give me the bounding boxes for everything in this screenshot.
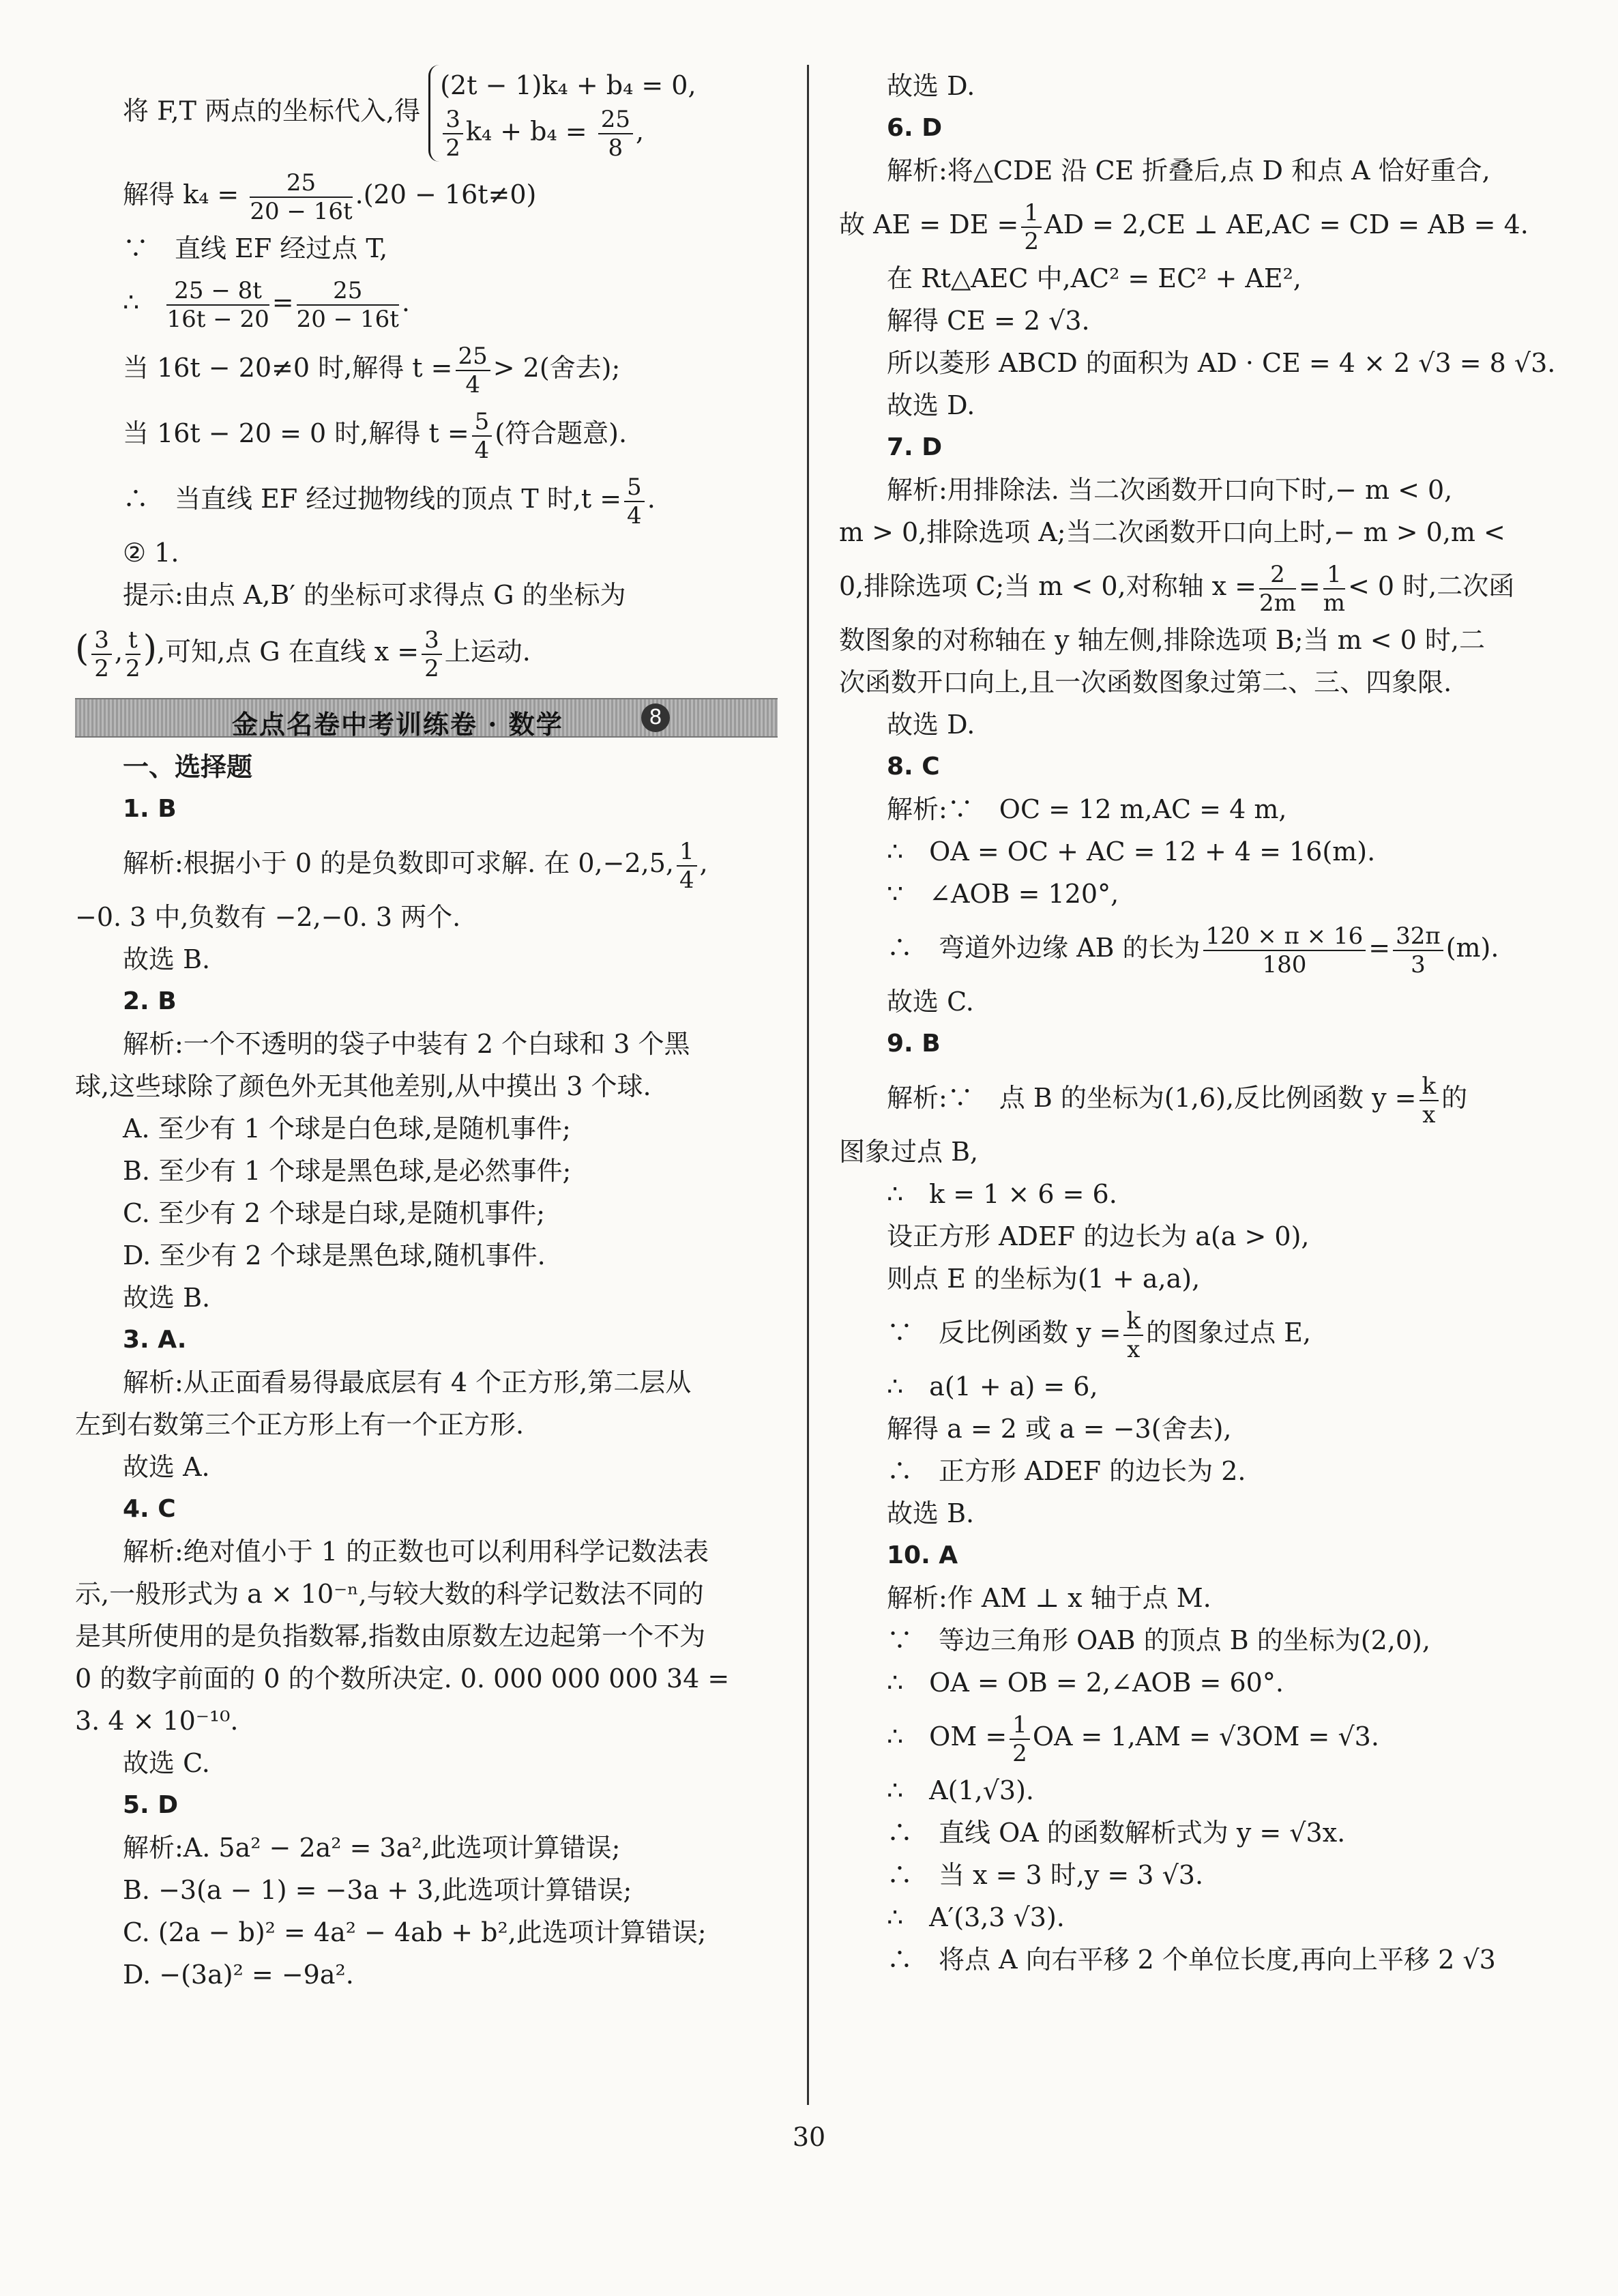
q10-line: ∴ OA = OB = 2,∠AOB = 60°. (887, 1668, 1284, 1698)
conclusion: ∴ 当直线 EF 经过抛物线的顶点 T 时,t = $\frac{5}{4}$ . (123, 473, 656, 529)
q4-line: 解析:绝对值小于 1 的正数也可以利用科学记数法表 (123, 1537, 709, 1567)
q7-line: 解析:用排除法. 当二次函数开口向下时,− m < 0, (887, 475, 1453, 505)
answer-6: 6. D (887, 114, 943, 142)
q10-line: ∴ 当 x = 3 时,y = 3 √3. (887, 1860, 1204, 1890)
q1-analysis: 解析:根据小于 0 的是负数即可求解. 在 0,−2,5, $\frac{1}{4}$ , (123, 837, 708, 894)
q6-line: 所以菱形 ABCD 的面积为 AD · CE = 4 × 2 √3 = 8 √3. (887, 348, 1556, 378)
q6-line: 解析:将△CDE 沿 CE 折叠后,点 D 和点 A 恰好重合, (887, 156, 1490, 186)
q7-line: 数图象的对称轴在 y 轴左侧,排除选项 B;当 m < 0 时,二 (839, 625, 1485, 655)
banner-title: 金点名卷中考训练卷 · 数学 (232, 709, 563, 740)
answer-10: 10. A (887, 1541, 958, 1569)
q1-choice: 故选 B. (123, 944, 211, 974)
q10-line: ∴ A′(3,3 √3). (887, 1902, 1065, 1932)
q9-line: ∴ 正方形 ADEF 的边长为 2. (887, 1456, 1246, 1486)
banner-number-badge: 8 (641, 703, 670, 732)
q4-line: 是其所使用的是负指数幂,指数由原数左边起第一个不为 (75, 1621, 706, 1651)
case-2: 当 16t − 20 = 0 时,解得 t = $\frac{5}{4}$ (符合题意). (123, 407, 628, 464)
q2-line: B. 至少有 1 个球是黑色球,是必然事件; (123, 1156, 572, 1186)
q10-line: ∴ 将点 A 向右平移 2 个单位长度,再向上平移 2 √3 (887, 1945, 1496, 1975)
answer-2: 2. B (123, 987, 177, 1015)
hint: 提示:由点 A,B′ 的坐标可求得点 G 的坐标为 (123, 580, 626, 610)
answer-9: 9. B (887, 1030, 941, 1058)
because-line: ∵ 直线 EF 经过点 T, (123, 233, 388, 263)
q10-line: ∴ 直线 OA 的函数解析式为 y = √3x. (887, 1818, 1346, 1848)
equation-system-line (75, 65, 778, 162)
q5-line: B. −3(a − 1) = −3a + 3,此选项计算错误; (123, 1875, 632, 1905)
q9-choice: 故选 B. (887, 1498, 975, 1528)
q6-line: 在 Rt△AEC 中,AC² = EC² + AE², (887, 263, 1301, 293)
q1-analysis-cont: −0. 3 中,负数有 −2,−0. 3 两个. (75, 902, 461, 932)
answer-4: 4. C (123, 1495, 176, 1523)
q4-line: 0 的数字前面的 0 的个数所决定. 0. 000 000 000 34 = (75, 1663, 730, 1694)
q3-choice: 故选 A. (123, 1452, 210, 1482)
q9-line: ∴ k = 1 × 6 = 6. (887, 1179, 1117, 1209)
q10-line: ∴ A(1,√3). (887, 1775, 1034, 1805)
q9-line: 解析:∵ 点 B 的坐标为(1,6),反比例函数 y = $\frac{k}{x}$ 的 (887, 1072, 1468, 1129)
q4-line: 示,一般形式为 a × 10⁻ⁿ,与较大数的科学记数法不同的 (75, 1579, 704, 1609)
q7-choice: 故选 D. (887, 710, 975, 740)
answer-1: 1. B (123, 795, 177, 823)
system-eq2: $\frac{3}{2}$ k₄ + b₄ = $\frac{25}{8}$ , (440, 106, 696, 162)
fraction: $\frac{25}{8}$ (598, 106, 633, 162)
k4-solution: 解得 k₄ = $\frac{25}{20 - 16t}$ .(20 − 16t≠0) (123, 169, 537, 225)
equation-system (428, 65, 696, 162)
q9-line: 则点 E 的坐标为(1 + a,a), (887, 1264, 1201, 1294)
left-column (75, 65, 778, 1996)
q5-line: 解析:A. 5a² − 2a² = 3a²,此选项计算错误; (123, 1833, 621, 1863)
answer-5: 5. D (123, 1791, 179, 1819)
q3-line: 解析:从正面看易得最底层有 4 个正方形,第二层从 (123, 1367, 692, 1397)
q6-line: 故 AE = DE = $\frac{1}{2}$ AD = 2,CE ⊥ AE,AC = CD = AB = 4. (839, 199, 1529, 255)
q2-line: D. 至少有 2 个球是黑色球,随机事件. (123, 1240, 546, 1270)
q2-choice: 故选 B. (123, 1283, 211, 1313)
q7-line: 次函数开口向上,且一次函数图象过第二、三、四象限. (839, 667, 1452, 697)
answer-7: 7. D (887, 433, 943, 461)
q7-line: 0,排除选项 C;当 m < 0,对称轴 x = $\frac{2}{2m}$ = $\frac{1}{m}$ < 0 时,二次函 (839, 560, 1515, 617)
q4-choice: 故选 C. (123, 1748, 210, 1778)
q6-choice: 故选 D. (887, 390, 975, 420)
q9-line: 解得 a = 2 或 a = −3(舍去), (887, 1414, 1232, 1444)
hint-continued: ( $\frac{3}{2}$ , $\frac{t}{2}$ ),可知,点 G 在直线 x = $\frac{3}{2}$ 上运动. (75, 626, 531, 682)
q9-line: ∴ a(1 + a) = 6, (887, 1371, 1098, 1401)
q9-line: 设正方形 ADEF 的边长为 a(a > 0), (887, 1221, 1310, 1251)
q6-line: 解得 CE = 2 √3. (887, 306, 1090, 336)
column-divider (807, 65, 809, 2105)
case-1: 当 16t − 20≠0 时,解得 t = $\frac{25}{4}$ > 2(舍去); (123, 342, 621, 398)
section-heading: 一、选择题 (123, 752, 253, 782)
q10-line: ∴ OM = $\frac{1}{2}$ OA = 1,AM = √3OM = √3. (887, 1711, 1379, 1767)
q8-line: ∴ 弯道外边缘 AB 的长为 $\frac{120 \times \pi \times 16}{180}$ = $\frac{32\pi}{3}$ (m). (887, 922, 1499, 978)
answer-8: 8. C (887, 753, 940, 781)
q10-line: ∵ 等边三角形 OAB 的顶点 B 的坐标为(2,0), (887, 1625, 1430, 1655)
r-choice: 故选 D. (887, 71, 975, 101)
q8-line: ∴ OA = OC + AC = 12 + 4 = 16(m). (887, 837, 1376, 867)
system-eq1: (2t − 1)k₄ + b₄ = 0, (440, 70, 696, 100)
q5-line: C. (2a − b)² = 4a² − 4ab + b²,此选项计算错误; (123, 1917, 707, 1947)
q8-line: ∵ ∠AOB = 120°, (887, 879, 1119, 909)
q9-line: ∵ 反比例函数 y = $\frac{k}{x}$ 的图象过点 E, (887, 1307, 1311, 1363)
answer-3: 3. A. (123, 1326, 187, 1354)
q2-line: C. 至少有 2 个球是白球,是随机事件; (123, 1198, 546, 1228)
q8-choice: 故选 C. (887, 987, 974, 1017)
q2-line: 球,这些球除了颜色外无其他差别,从中摸出 3 个球. (75, 1071, 651, 1101)
q4-line: 3. 4 × 10⁻¹⁰. (75, 1706, 239, 1736)
q10-line: 解析:作 AM ⊥ x 轴于点 M. (887, 1583, 1211, 1613)
system-prefix: 将 F,T 两点的坐标代入,得 (123, 96, 421, 126)
part-2: ② 1. (123, 538, 179, 568)
therefore-equation: ∴ $\frac{25 - 8t}{16t - 20}$ = $\frac{25}{20 - 16t}$ . (123, 276, 410, 333)
q2-line: A. 至少有 1 个球是白色球,是随机事件; (123, 1114, 571, 1144)
q7-line: m > 0,排除选项 A;当二次函数开口向上时,− m > 0,m < (839, 517, 1505, 547)
q8-line: 解析:∵ OC = 12 m,AC = 4 m, (887, 794, 1287, 824)
page-number: 30 (792, 2122, 826, 2152)
q3-line: 左到右数第三个正方形上有一个正方形. (75, 1410, 525, 1440)
q5-line: D. −(3a)² = −9a². (123, 1960, 354, 1990)
exam-banner (75, 698, 778, 738)
fraction: $\frac{3}{2}$ (443, 106, 463, 162)
q9-line: 图象过点 B, (839, 1137, 979, 1167)
q2-line: 解析:一个不透明的袋子中装有 2 个白球和 3 个黑 (123, 1029, 690, 1059)
right-column (839, 65, 1555, 1981)
